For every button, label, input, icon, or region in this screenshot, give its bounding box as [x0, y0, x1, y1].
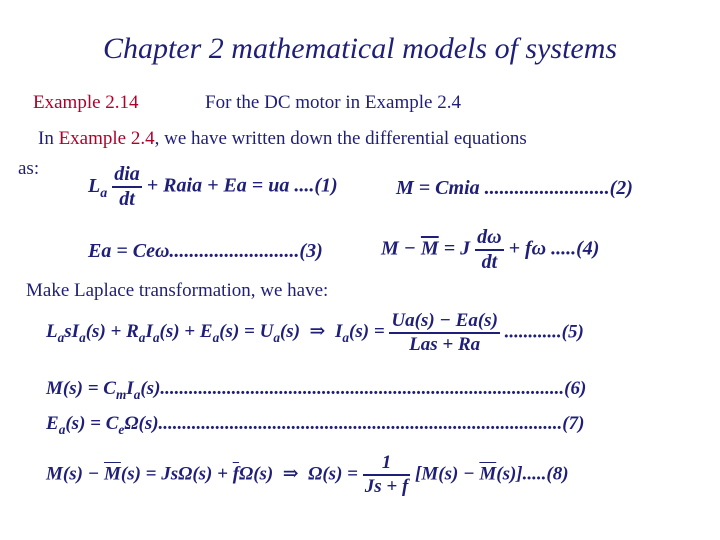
equation-2: M = Cmia .........................(2) [396, 177, 633, 199]
eq4-denominator: dt [481, 251, 498, 273]
intro-suffix: , we have written down the differential equations [154, 128, 527, 149]
intro-line [38, 128, 527, 150]
eq6-dots: .....................................................................................(6) [160, 378, 587, 399]
eq1-numerator: dia [112, 163, 142, 188]
equation-1: $L_a$ $\frac{\text{dia}}{dt}$ + Raia + Ea = ua ....(1) [88, 163, 338, 210]
example-label: Example 2.14 [33, 92, 139, 113]
eq8-denominator: Js + f [364, 476, 409, 497]
intro-prefix: In [38, 128, 54, 149]
equation-3: Ea = Ceω..........................(3) [88, 240, 323, 262]
equation-8: $M(s) - \overline{M}(s) = Js\Omega(s) + \overline{f}\Omega(s)$ ⇒ Ω(s) = $\frac{1}{Js + f}$ $[M(s) - \overline{M}(s)].....(8)$ [46, 452, 569, 497]
eq4-numerator: dω [475, 226, 503, 251]
laplace-text: Make Laplace transformation, we have: [26, 280, 329, 301]
eq8-numerator: 1 [363, 452, 411, 476]
equation-4: $M - \overline{M} = J$ $\frac{d\omega}{dt}$ + fω .....(4) [381, 226, 600, 273]
eq5-tail: ............(5) [504, 321, 584, 343]
eq5-denominator: Las + Ra [409, 334, 481, 355]
eq1-denominator: dt [119, 188, 135, 210]
eq8-fraction [363, 452, 411, 498]
eq8-tail: .....(8) [522, 463, 569, 485]
example-link[interactable]: Example 2.4 [58, 128, 155, 149]
intro-continuation: as: [18, 158, 40, 179]
example-description: For the DC motor in Example 2.4 [205, 92, 461, 113]
eq7-dots: .....................................................................................(7) [158, 413, 585, 434]
equation-5: $L_asI_a(s) + R_aI_a(s) + E_a(s) = U_a(s)$ ⇒ $I_a(s)$ = $\frac{Ua(s) - Ea(s)}{\text{Las + Ra}}$ ............(5) [46, 310, 584, 355]
eq4-rest: + fω .....(4) [508, 237, 600, 260]
eq1-fraction [112, 163, 142, 211]
equation-6: $M(s) = C_mI_a(s).....................................................................................(6)$ [46, 378, 587, 402]
eq5-numerator: Ua(s) − Ea(s) [389, 310, 500, 334]
page-title: Chapter 2 mathematical models of systems [102, 32, 618, 65]
eq5-fraction [389, 310, 500, 356]
eq1-rest: + Raia + Ea = ua ....(1) [146, 174, 338, 197]
equation-7: $E_a(s) = C_e\Omega(s).....................................................................................(7)$ [46, 413, 585, 437]
eq4-fraction [475, 226, 503, 274]
